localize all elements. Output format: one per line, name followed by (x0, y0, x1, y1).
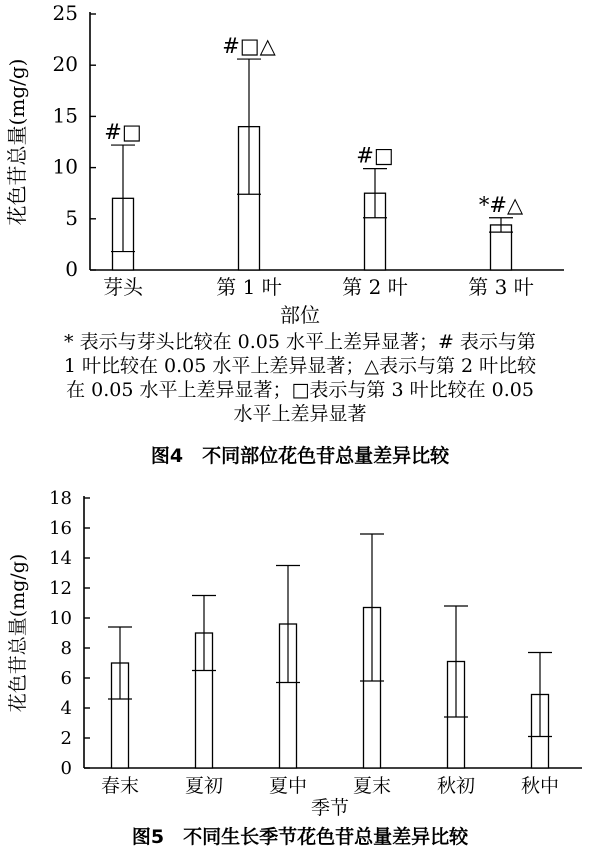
y-tick-label: 8 (60, 638, 72, 659)
y-tick-label: 15 (52, 103, 78, 128)
y-tick-label: 20 (52, 52, 78, 77)
figure5-caption: 图5 不同生长季节花色苷总量差异比较 (131, 826, 469, 848)
figure5-chart (0, 478, 600, 818)
x-tick-label: 春末 (100, 775, 140, 797)
figure4-caption: 图4 不同部位花色苷总量差异比较 (150, 445, 450, 467)
y-tick-label: 0 (60, 758, 72, 779)
x-axis-title: 季节 (310, 797, 350, 818)
y-tick-label: 2 (60, 728, 72, 749)
y-tick-label: 16 (49, 518, 72, 539)
y-tick-label: 18 (49, 488, 72, 509)
note-line: 1 叶比较在 0.05 水平上差异显著；△表示与第 2 叶比较 (63, 355, 537, 377)
y-tick-label: 6 (60, 668, 72, 689)
x-tick-label: 第 2 叶 (342, 275, 408, 299)
x-tick-label: 夏初 (184, 775, 224, 797)
x-tick-label: 秋中 (520, 775, 560, 797)
note-line: 水平上差异显著 (233, 403, 367, 425)
figure4-note (0, 330, 600, 426)
y-tick-label: 5 (65, 205, 78, 230)
significance-mark: #□ (356, 143, 394, 168)
x-tick-label: 第 1 叶 (216, 275, 282, 299)
x-tick-label: 夏中 (268, 775, 308, 797)
significance-mark: #□△ (222, 34, 276, 59)
y-tick-label: 0 (65, 257, 78, 281)
figure4-chart (0, 0, 600, 330)
note-line: 在 0.05 水平上差异显著；□表示与第 3 叶比较在 0.05 (66, 379, 534, 401)
x-tick-label: 秋初 (436, 775, 476, 797)
note-line: * 表示与芽头比较在 0.05 水平上差异显著；# 表示与第 (64, 331, 536, 353)
x-tick-label: 第 3 叶 (468, 275, 534, 299)
y-tick-label: 25 (52, 1, 78, 25)
significance-mark: *#△ (478, 192, 524, 217)
x-tick-label: 芽头 (103, 275, 143, 299)
y-tick-label: 14 (49, 548, 72, 569)
x-tick-label: 夏末 (352, 775, 392, 797)
y-tick-label: 4 (60, 698, 72, 719)
significance-mark: #□ (104, 120, 142, 145)
y-tick-label: 10 (52, 154, 78, 179)
y-axis-title: 花色苷总量(mg/g) (5, 58, 29, 226)
x-axis-title: 部位 (280, 303, 320, 327)
y-axis-title: 花色苷总量(mg/g) (7, 553, 29, 713)
y-tick-label: 12 (49, 578, 72, 599)
y-tick-label: 10 (49, 608, 72, 629)
